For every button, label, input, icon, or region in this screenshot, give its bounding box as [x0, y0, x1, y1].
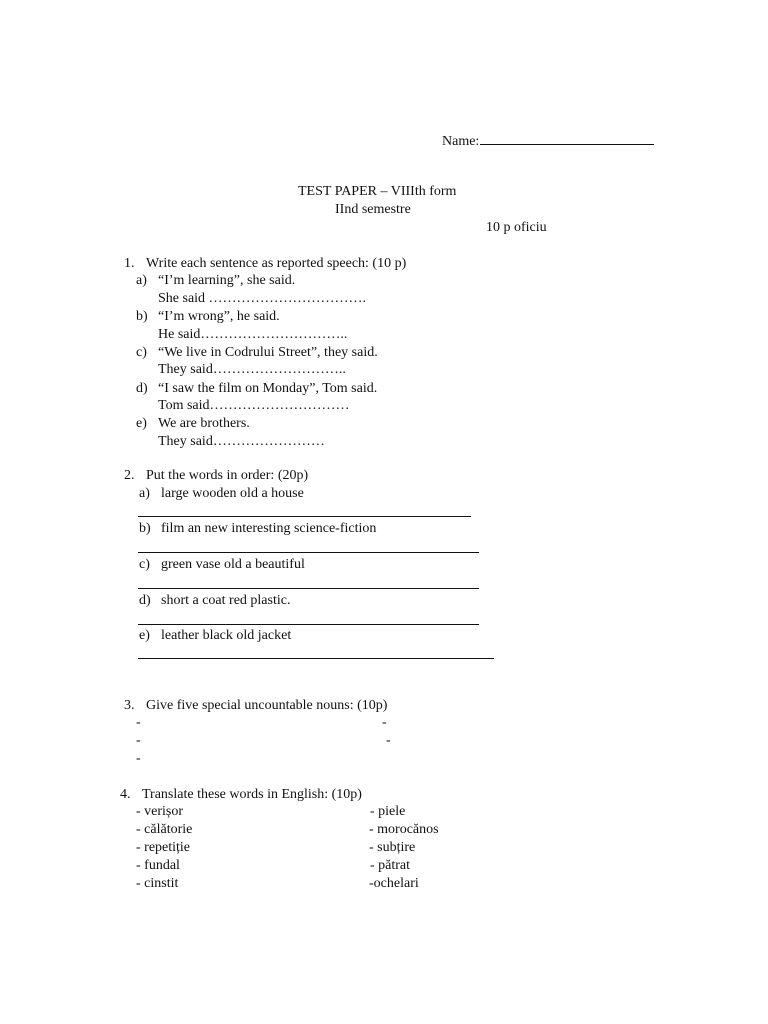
exercise-instruction: Give five special uncountable nouns: (10p) — [146, 698, 388, 713]
item-letter: c) — [139, 557, 150, 572]
item-letter: d) — [139, 593, 151, 608]
ex1-item-d — [136, 380, 377, 398]
item-words: green vase old a beautiful — [161, 557, 305, 572]
ex4-word-right-3: - subțire — [369, 840, 416, 855]
page-title: TEST PAPER – VIIIth form — [298, 184, 457, 199]
exercise-number: 3. — [124, 698, 135, 713]
item-letter: b) — [139, 521, 151, 536]
item-letter: e) — [139, 628, 150, 643]
ex1-item-b — [136, 308, 280, 326]
exercise-number: 4. — [120, 787, 131, 802]
item-words: large wooden old a house — [161, 486, 304, 501]
ex2-answer-line-e[interactable] — [138, 658, 494, 659]
item-letter: a) — [136, 273, 147, 288]
item-sentence: “I’m learning”, she said. — [158, 273, 296, 288]
exercise-number: 2. — [124, 468, 135, 483]
exercise-2-heading — [124, 467, 308, 485]
ex2-item-c — [139, 556, 305, 574]
ex1-answer-e[interactable]: They said…………………… — [158, 434, 325, 449]
ex2-answer-line-b[interactable] — [138, 552, 479, 553]
ex4-word-right-5: -ochelari — [369, 876, 419, 891]
ex3-bullet-1[interactable]: - — [136, 715, 141, 730]
item-words: leather black old jacket — [161, 628, 292, 643]
ex1-item-a — [136, 272, 295, 290]
exercise-1-heading — [124, 255, 406, 273]
oficiu-points: 10 p oficiu — [486, 220, 547, 235]
item-words: film an new interesting science-fiction — [161, 521, 377, 536]
ex4-word-right-4: - pătrat — [370, 858, 411, 873]
ex1-answer-b[interactable]: He said………………………….. — [158, 327, 348, 342]
ex1-answer-c[interactable]: They said……………………….. — [158, 362, 346, 377]
ex2-answer-line-d[interactable] — [138, 624, 479, 625]
ex4-word-left-4: - fundal — [136, 858, 180, 873]
exercise-number: 1. — [124, 256, 135, 271]
item-letter: c) — [136, 345, 147, 360]
ex3-bullet-5[interactable]: - — [136, 751, 141, 766]
item-sentence: We are brothers. — [158, 416, 250, 431]
item-letter: e) — [136, 416, 147, 431]
ex1-answer-a[interactable]: She said ……………………………. — [158, 291, 367, 306]
ex1-item-c — [136, 344, 378, 362]
ex4-word-right-1: - piele — [370, 804, 406, 819]
ex3-bullet-4[interactable]: - — [386, 733, 391, 748]
ex4-word-left-5: - cinstit — [136, 876, 179, 891]
exercise-instruction: Translate these words in English: (10p) — [142, 787, 362, 802]
name-field-row — [442, 130, 654, 151]
ex1-answer-d[interactable]: Tom said………………………… — [158, 398, 350, 413]
item-sentence: “We live in Codrului Street”, they said. — [158, 345, 378, 360]
item-words: short a coat red plastic. — [161, 593, 291, 608]
exercise-4-heading — [120, 786, 362, 804]
ex2-item-b — [139, 520, 376, 538]
exercise-instruction: Write each sentence as reported speech: (10 p) — [146, 256, 407, 271]
ex4-word-left-3: - repetiție — [136, 840, 191, 855]
item-letter: b) — [136, 309, 148, 324]
item-sentence: “I saw the film on Monday”, Tom said. — [158, 381, 378, 396]
item-sentence: “I’m wrong”, he said. — [158, 309, 280, 324]
ex4-word-right-2: - morocănos — [369, 822, 439, 837]
name-label: Name: — [442, 134, 480, 149]
ex2-item-a — [139, 485, 304, 503]
ex2-item-d — [139, 592, 290, 610]
ex4-word-left-1: - verișor — [136, 804, 184, 819]
exercise-3-heading — [124, 697, 387, 715]
ex3-bullet-2[interactable]: - — [382, 715, 387, 730]
semester-label: IInd semestre — [335, 202, 411, 217]
exercise-instruction: Put the words in order: (20p) — [146, 468, 309, 483]
ex2-item-e — [139, 627, 291, 645]
ex2-answer-line-a[interactable] — [138, 516, 471, 517]
ex1-item-e — [136, 415, 250, 433]
ex4-word-left-2: - călătorie — [136, 822, 193, 837]
item-letter: a) — [139, 486, 150, 501]
ex2-answer-line-c[interactable] — [138, 588, 479, 589]
ex3-bullet-3[interactable]: - — [136, 733, 141, 748]
item-letter: d) — [136, 381, 148, 396]
name-write-line[interactable] — [480, 130, 654, 145]
